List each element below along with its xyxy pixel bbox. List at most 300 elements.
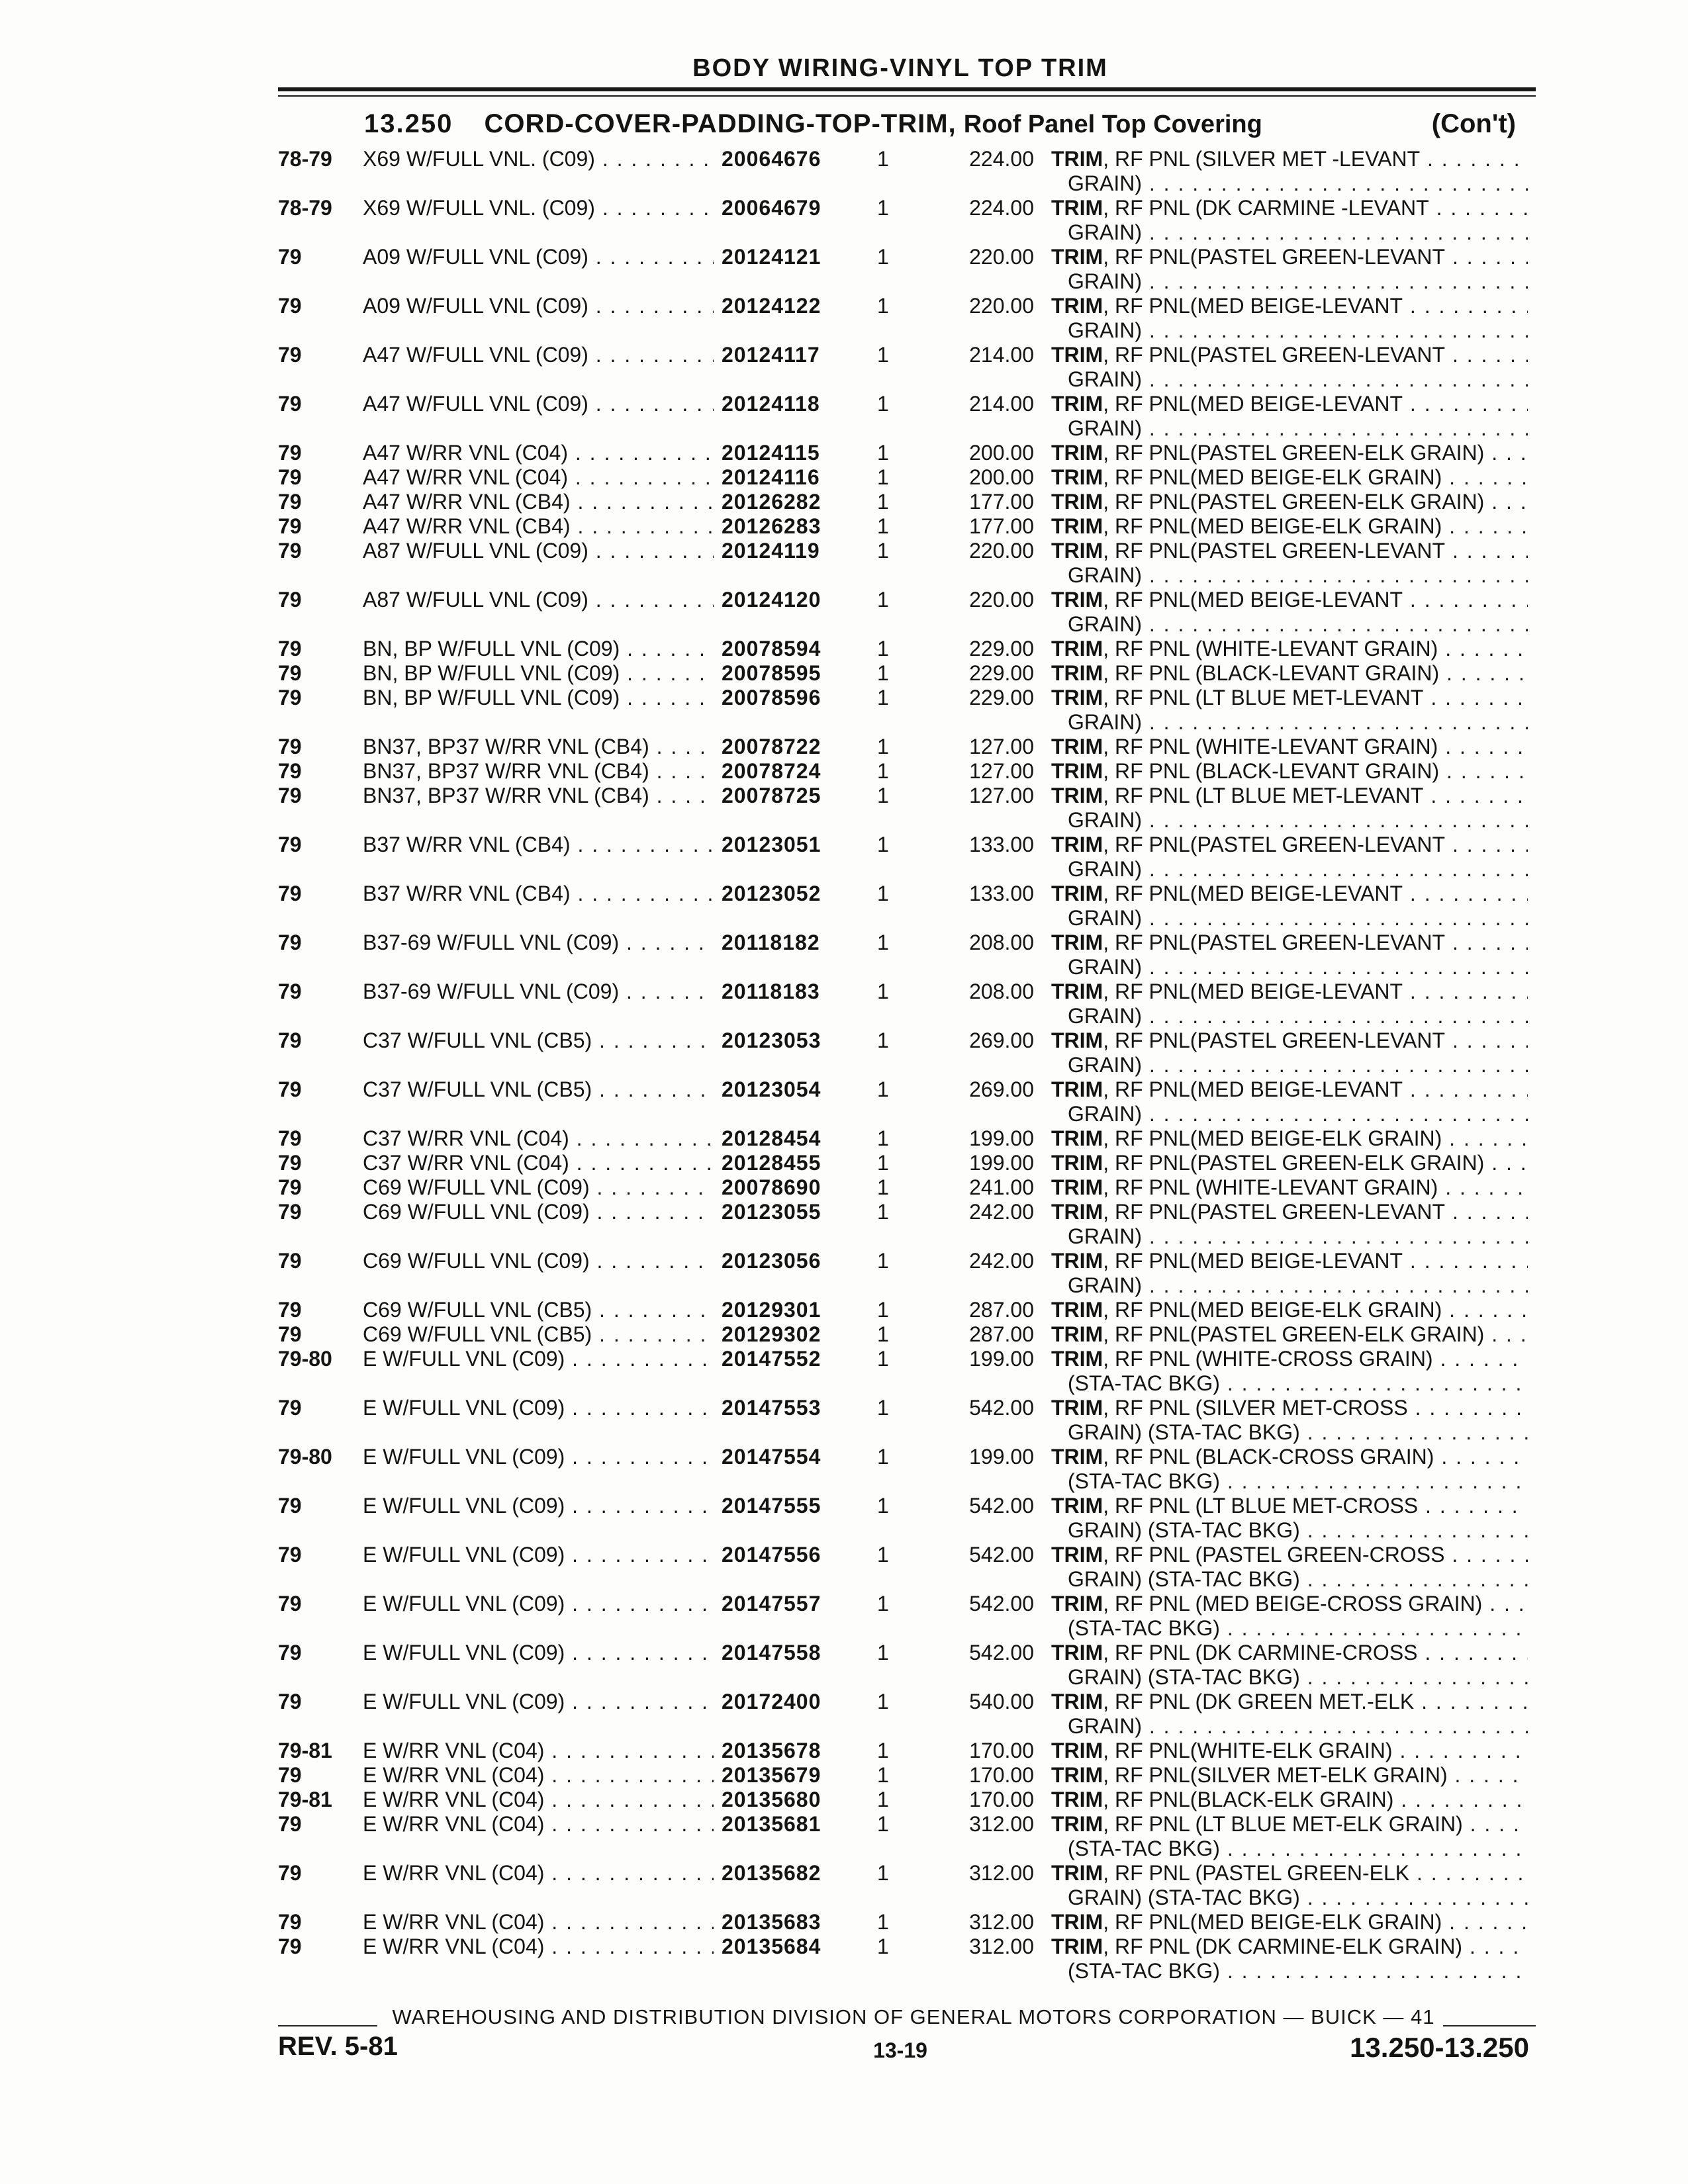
- model-year: 79-80: [278, 1347, 332, 1371]
- price: 229.00: [969, 661, 1034, 685]
- model-year: 79: [278, 1249, 302, 1273]
- trim-keyword: TRIM: [1051, 294, 1103, 318]
- part-number: 20135684: [722, 1934, 821, 1958]
- part-description-cont: GRAIN) . . .: [1068, 1224, 1528, 1249]
- application: A47 W/RR VNL (CB4) . . .: [363, 514, 714, 539]
- part-description: TRIM, RF PNL (BLACK-CROSS GRAIN) . . .: [1051, 1445, 1528, 1469]
- part-row: [278, 686, 1549, 735]
- part-row: [278, 1175, 1549, 1200]
- trim-keyword: TRIM: [1051, 1763, 1103, 1787]
- application: B37-69 W/FULL VNL (C09) . . .: [363, 979, 714, 1004]
- model-year: 79: [278, 1028, 302, 1052]
- part-description: TRIM, RF PNL(MED BEIGE-ELK GRAIN) . . .: [1051, 1910, 1528, 1934]
- model-year: 79: [278, 1763, 302, 1787]
- application: E W/RR VNL (C04) . . .: [363, 1739, 714, 1763]
- application: C69 W/FULL VNL (C09) . . .: [363, 1175, 714, 1200]
- price: 199.00: [969, 1445, 1034, 1469]
- application: C37 W/FULL VNL (CB5) . . .: [363, 1077, 714, 1102]
- application: C69 W/FULL VNL (C09) . . .: [363, 1200, 714, 1224]
- quantity: 1: [877, 735, 889, 758]
- part-row: [278, 1641, 1549, 1690]
- trim-keyword: TRIM: [1051, 759, 1103, 783]
- price: 200.00: [969, 465, 1034, 489]
- trim-keyword: TRIM: [1051, 392, 1103, 416]
- trim-keyword: TRIM: [1051, 1788, 1103, 1811]
- quantity: 1: [877, 784, 889, 807]
- part-number: 20135683: [722, 1910, 821, 1934]
- trim-keyword: TRIM: [1051, 1077, 1103, 1101]
- quantity: 1: [877, 196, 889, 220]
- part-row: [278, 441, 1549, 465]
- part-number: 20129301: [722, 1298, 821, 1322]
- quantity: 1: [877, 539, 889, 563]
- part-description-cont: GRAIN) . . .: [1068, 269, 1528, 294]
- part-row: [278, 147, 1549, 196]
- part-row: [278, 1910, 1549, 1934]
- quantity: 1: [877, 637, 889, 660]
- part-number: 20123054: [722, 1077, 821, 1101]
- part-row: [278, 1494, 1549, 1543]
- part-description: TRIM, RF PNL (BLACK-LEVANT GRAIN) . . .: [1051, 661, 1528, 686]
- part-number: 20124119: [722, 539, 820, 563]
- part-number: 20078690: [722, 1175, 821, 1199]
- quantity: 1: [877, 147, 889, 171]
- part-description: TRIM, RF PNL(MED BEIGE-LEVANT . . .: [1051, 1077, 1528, 1102]
- trim-keyword: TRIM: [1051, 1322, 1103, 1346]
- model-year: 79: [278, 1151, 302, 1175]
- part-row: [278, 294, 1549, 343]
- part-row: [278, 1763, 1549, 1788]
- model-year: 79: [278, 1812, 302, 1836]
- page-number: 13-19: [873, 2038, 927, 2062]
- application: A87 W/FULL VNL (C09) . . .: [363, 588, 714, 612]
- quantity: 1: [877, 465, 889, 489]
- part-row: [278, 1934, 1549, 1983]
- part-number: 20124122: [722, 294, 821, 318]
- price: 269.00: [969, 1077, 1034, 1101]
- application: BN37, BP37 W/RR VNL (CB4) . . .: [363, 784, 714, 808]
- price: 220.00: [969, 539, 1034, 563]
- trim-keyword: TRIM: [1051, 1690, 1103, 1713]
- part-description: TRIM, RF PNL(SILVER MET-ELK GRAIN) . . .: [1051, 1763, 1528, 1788]
- part-row: [278, 1592, 1549, 1641]
- part-number: 20124115: [722, 441, 820, 465]
- part-description-cont: GRAIN) . . .: [1068, 1102, 1528, 1126]
- section-description: Roof Panel Top Covering: [963, 111, 1262, 138]
- part-description: TRIM, RF PNL (DK GREEN MET.-ELK . . .: [1051, 1690, 1528, 1714]
- application: A47 W/RR VNL (C04) . . .: [363, 465, 714, 490]
- price: 312.00: [969, 1934, 1034, 1958]
- application: A47 W/FULL VNL (C09) . . .: [363, 392, 714, 416]
- part-row: [278, 1322, 1549, 1347]
- trim-keyword: TRIM: [1051, 833, 1103, 856]
- application: B37 W/RR VNL (CB4) . . .: [363, 833, 714, 857]
- part-row: [278, 759, 1549, 784]
- quantity: 1: [877, 1298, 889, 1322]
- quantity: 1: [877, 1028, 889, 1052]
- price: 229.00: [969, 686, 1034, 709]
- footer-rule-left: [278, 2025, 377, 2026]
- part-description-cont: GRAIN) (STA-TAC BKG) . . .: [1068, 1518, 1528, 1543]
- part-description-cont: GRAIN) . . .: [1068, 220, 1528, 245]
- application: A47 W/RR VNL (CB4) . . .: [363, 490, 714, 514]
- price: 542.00: [969, 1494, 1034, 1518]
- price: 208.00: [969, 979, 1034, 1003]
- trim-keyword: TRIM: [1051, 637, 1103, 660]
- application: E W/FULL VNL (C09) . . .: [363, 1543, 714, 1567]
- application: C69 W/FULL VNL (C09) . . .: [363, 1249, 714, 1273]
- part-row: [278, 882, 1549, 931]
- part-row: [278, 637, 1549, 661]
- part-description: TRIM, RF PNL(PASTEL GREEN-LEVANT . . .: [1051, 245, 1528, 269]
- application: A09 W/FULL VNL (C09) . . .: [363, 245, 714, 269]
- application: E W/FULL VNL (C09) . . .: [363, 1690, 714, 1714]
- part-description-cont: GRAIN) (STA-TAC BKG) . . .: [1068, 1420, 1528, 1445]
- quantity: 1: [877, 1910, 889, 1934]
- model-year: 79: [278, 1494, 302, 1518]
- part-description: TRIM, RF PNL(MED BEIGE-LEVANT . . .: [1051, 882, 1528, 906]
- part-number: 20147554: [722, 1445, 821, 1469]
- price: 214.00: [969, 343, 1034, 367]
- application: BN, BP W/FULL VNL (C09) . . .: [363, 661, 714, 686]
- application: A09 W/FULL VNL (C09) . . .: [363, 294, 714, 318]
- quantity: 1: [877, 245, 889, 269]
- quantity: 1: [877, 1126, 889, 1150]
- model-year: 79: [278, 392, 302, 416]
- model-year: 79: [278, 1934, 302, 1958]
- part-description: TRIM, RF PNL(PASTEL GREEN-LEVANT . . .: [1051, 931, 1528, 955]
- part-number: 20078594: [722, 637, 821, 660]
- part-description: TRIM, RF PNL(MED BEIGE-ELK GRAIN) . . .: [1051, 514, 1528, 539]
- part-number: 20129302: [722, 1322, 821, 1346]
- part-description: TRIM, RF PNL (WHITE-LEVANT GRAIN) . . .: [1051, 637, 1528, 661]
- trim-keyword: TRIM: [1051, 1126, 1103, 1150]
- part-row: [278, 931, 1549, 979]
- application: E W/RR VNL (C04) . . .: [363, 1934, 714, 1959]
- application: A47 W/RR VNL (C04) . . .: [363, 441, 714, 465]
- part-description-cont: GRAIN) (STA-TAC BKG) . . .: [1068, 1567, 1528, 1592]
- part-description: TRIM, RF PNL(PASTEL GREEN-ELK GRAIN) . . .: [1051, 490, 1528, 514]
- part-row: [278, 490, 1549, 514]
- section-number: 13.250: [364, 109, 453, 138]
- part-description: TRIM, RF PNL(WHITE-ELK GRAIN) . . .: [1051, 1739, 1528, 1763]
- application: BN37, BP37 W/RR VNL (CB4) . . .: [363, 759, 714, 784]
- quantity: 1: [877, 1200, 889, 1224]
- part-description: TRIM, RF PNL (LT BLUE MET-ELK GRAIN) . . .: [1051, 1812, 1528, 1837]
- part-description-cont: GRAIN) . . .: [1068, 1053, 1528, 1077]
- application: C69 W/FULL VNL (CB5) . . .: [363, 1322, 714, 1347]
- price: 220.00: [969, 294, 1034, 318]
- part-row: [278, 196, 1549, 245]
- price: 170.00: [969, 1763, 1034, 1787]
- quantity: 1: [877, 441, 889, 465]
- application: E W/RR VNL (C04) . . .: [363, 1788, 714, 1812]
- part-number: 20078722: [722, 735, 821, 758]
- part-number: 20135678: [722, 1739, 821, 1762]
- part-row: [278, 343, 1549, 392]
- part-description: TRIM, RF PNL(MED BEIGE-LEVANT . . .: [1051, 294, 1528, 318]
- part-row: [278, 1543, 1549, 1592]
- model-year: 79: [278, 979, 302, 1003]
- quantity: 1: [877, 490, 889, 514]
- page-title: BODY WIRING-VINYL TOP TRIM: [692, 54, 1108, 82]
- part-description: TRIM, RF PNL(BLACK-ELK GRAIN) . . .: [1051, 1788, 1528, 1812]
- price: 229.00: [969, 637, 1034, 660]
- model-year: 79: [278, 686, 302, 709]
- quantity: 1: [877, 1322, 889, 1346]
- application: A87 W/FULL VNL (C09) . . .: [363, 539, 714, 563]
- application: C69 W/FULL VNL (CB5) . . .: [363, 1298, 714, 1322]
- price: 170.00: [969, 1788, 1034, 1811]
- part-number: 20147552: [722, 1347, 821, 1371]
- application: X69 W/FULL VNL. (C09) . . .: [363, 147, 714, 171]
- model-year: 79: [278, 343, 302, 367]
- model-year: 79: [278, 784, 302, 807]
- model-year: 79: [278, 1592, 302, 1615]
- part-description-cont: GRAIN) (STA-TAC BKG) . . .: [1068, 1665, 1528, 1690]
- part-description-cont: (STA-TAC BKG) . . .: [1068, 1616, 1528, 1641]
- part-row: [278, 1028, 1549, 1077]
- price: 199.00: [969, 1151, 1034, 1175]
- part-number: 20124117: [722, 343, 820, 367]
- part-number: 20123055: [722, 1200, 821, 1224]
- quantity: 1: [877, 1763, 889, 1787]
- part-row: [278, 1298, 1549, 1322]
- trim-keyword: TRIM: [1051, 1396, 1103, 1420]
- model-year: 79: [278, 245, 302, 269]
- trim-keyword: TRIM: [1051, 196, 1103, 220]
- trim-keyword: TRIM: [1051, 1641, 1103, 1664]
- price: 177.00: [969, 490, 1034, 514]
- part-number: 20118183: [722, 979, 820, 1003]
- trim-keyword: TRIM: [1051, 588, 1103, 612]
- part-row: [278, 1077, 1549, 1126]
- revision-date: REV. 5-81: [278, 2032, 398, 2061]
- trim-keyword: TRIM: [1051, 1739, 1103, 1762]
- part-number: 20135682: [722, 1861, 821, 1885]
- model-year: 78-79: [278, 196, 332, 220]
- trim-keyword: TRIM: [1051, 343, 1103, 367]
- quantity: 1: [877, 686, 889, 709]
- trim-keyword: TRIM: [1051, 686, 1103, 709]
- application: BN, BP W/FULL VNL (C09) . . .: [363, 686, 714, 710]
- model-year: 79: [278, 1641, 302, 1664]
- quantity: 1: [877, 759, 889, 783]
- model-year: 79: [278, 759, 302, 783]
- quantity: 1: [877, 1812, 889, 1836]
- part-description-cont: GRAIN) (STA-TAC BKG) . . .: [1068, 1886, 1528, 1910]
- application: C37 W/FULL VNL (CB5) . . .: [363, 1028, 714, 1053]
- model-year: 79: [278, 1396, 302, 1420]
- model-year: 79: [278, 1861, 302, 1885]
- price: 127.00: [969, 735, 1034, 758]
- part-row: [278, 1739, 1549, 1763]
- part-description: TRIM, RF PNL (SILVER MET -LEVANT . . .: [1051, 147, 1528, 171]
- trim-keyword: TRIM: [1051, 661, 1103, 685]
- part-description: TRIM, RF PNL (LT BLUE MET-CROSS . . .: [1051, 1494, 1528, 1518]
- application: E W/FULL VNL (C09) . . .: [363, 1641, 714, 1665]
- quantity: 1: [877, 1739, 889, 1762]
- part-description-cont: GRAIN) . . .: [1068, 171, 1528, 196]
- model-year: 78-79: [278, 147, 332, 171]
- part-description: TRIM, RF PNL (BLACK-LEVANT GRAIN) . . .: [1051, 759, 1528, 784]
- price: 269.00: [969, 1028, 1034, 1052]
- model-year: 79: [278, 441, 302, 465]
- part-description-cont: (STA-TAC BKG) . . .: [1068, 1469, 1528, 1494]
- quantity: 1: [877, 1445, 889, 1469]
- application: E W/FULL VNL (C09) . . .: [363, 1494, 714, 1518]
- part-row: [278, 735, 1549, 759]
- trim-keyword: TRIM: [1051, 441, 1103, 465]
- application: C37 W/RR VNL (C04) . . .: [363, 1126, 714, 1151]
- part-description-cont: GRAIN) . . .: [1068, 1273, 1528, 1298]
- price: 133.00: [969, 882, 1034, 905]
- model-year: 79: [278, 588, 302, 612]
- part-row: [278, 784, 1549, 833]
- part-row: [278, 588, 1549, 637]
- section-name: CORD-COVER-PADDING-TOP-TRIM,: [484, 109, 957, 138]
- quantity: 1: [877, 931, 889, 954]
- price: 542.00: [969, 1396, 1034, 1420]
- price: 200.00: [969, 441, 1034, 465]
- price: 220.00: [969, 245, 1034, 269]
- part-description-cont: GRAIN) . . .: [1068, 857, 1528, 882]
- part-row: [278, 1445, 1549, 1494]
- application: BN, BP W/FULL VNL (C09) . . .: [363, 637, 714, 661]
- quantity: 1: [877, 882, 889, 905]
- model-year: 79: [278, 465, 302, 489]
- part-number: 20078596: [722, 686, 821, 709]
- model-year: 79: [278, 1077, 302, 1101]
- part-description: TRIM, RF PNL(MED BEIGE-ELK GRAIN) . . .: [1051, 465, 1528, 490]
- part-description: TRIM, RF PNL(MED BEIGE-LEVANT . . .: [1051, 979, 1528, 1004]
- application: C37 W/RR VNL (C04) . . .: [363, 1151, 714, 1175]
- price: 242.00: [969, 1249, 1034, 1273]
- price: 224.00: [969, 196, 1034, 220]
- part-description: TRIM, RF PNL(PASTEL GREEN-LEVANT . . .: [1051, 539, 1528, 563]
- price: 199.00: [969, 1347, 1034, 1371]
- part-description: TRIM, RF PNL (PASTEL GREEN-ELK . . .: [1051, 1861, 1528, 1886]
- footer-publisher: WAREHOUSING AND DISTRIBUTION DIVISION OF GENERAL MOTORS CORPORATION — BUICK — 41: [392, 2005, 1435, 2028]
- price: 170.00: [969, 1739, 1034, 1762]
- part-description: TRIM, RF PNL (SILVER MET-CROSS . . .: [1051, 1396, 1528, 1420]
- trim-keyword: TRIM: [1051, 979, 1103, 1003]
- part-description-cont: GRAIN) . . .: [1068, 318, 1528, 343]
- trim-keyword: TRIM: [1051, 539, 1103, 563]
- quantity: 1: [877, 294, 889, 318]
- part-number: 20123056: [722, 1249, 821, 1273]
- part-description: TRIM, RF PNL (WHITE-LEVANT GRAIN) . . .: [1051, 735, 1528, 759]
- trim-keyword: TRIM: [1051, 1543, 1103, 1567]
- trim-keyword: TRIM: [1051, 1934, 1103, 1958]
- part-number: 20135680: [722, 1788, 821, 1811]
- part-number: 20135681: [722, 1812, 821, 1836]
- part-number: 20147558: [722, 1641, 821, 1664]
- part-number: 20135679: [722, 1763, 821, 1787]
- price: 242.00: [969, 1200, 1034, 1224]
- quantity: 1: [877, 514, 889, 538]
- quantity: 1: [877, 979, 889, 1003]
- part-number: 20078595: [722, 661, 821, 685]
- price: 214.00: [969, 392, 1034, 416]
- price: 133.00: [969, 833, 1034, 856]
- part-number: 20078725: [722, 784, 821, 807]
- model-year: 79: [278, 1298, 302, 1322]
- part-description: TRIM, RF PNL(PASTEL GREEN-ELK GRAIN) . . .: [1051, 1322, 1528, 1347]
- parts-list: [278, 147, 1549, 1983]
- trim-keyword: TRIM: [1051, 931, 1103, 954]
- application: B37 W/RR VNL (CB4) . . .: [363, 882, 714, 906]
- footer-rule-right: [1443, 2025, 1536, 2026]
- part-number: 20147555: [722, 1494, 821, 1518]
- part-description: TRIM, RF PNL(PASTEL GREEN-LEVANT . . .: [1051, 1028, 1528, 1053]
- part-description-cont: GRAIN) . . .: [1068, 1714, 1528, 1739]
- part-description: TRIM, RF PNL(MED BEIGE-ELK GRAIN) . . .: [1051, 1298, 1528, 1322]
- part-number: 20147553: [722, 1396, 821, 1420]
- part-row: [278, 1812, 1549, 1861]
- model-year: 79: [278, 1126, 302, 1150]
- trim-keyword: TRIM: [1051, 735, 1103, 758]
- part-description-cont: GRAIN) . . .: [1068, 563, 1528, 588]
- trim-keyword: TRIM: [1051, 1249, 1103, 1273]
- part-description: TRIM, RF PNL(PASTEL GREEN-LEVANT . . .: [1051, 833, 1528, 857]
- application: X69 W/FULL VNL. (C09) . . .: [363, 196, 714, 220]
- header-rule-thin: [278, 95, 1536, 97]
- part-description-cont: GRAIN) . . .: [1068, 367, 1528, 392]
- price: 224.00: [969, 147, 1034, 171]
- quantity: 1: [877, 1788, 889, 1811]
- price: 220.00: [969, 588, 1034, 612]
- part-row: [278, 1151, 1549, 1175]
- part-number: 20078724: [722, 759, 821, 783]
- part-number: 20118182: [722, 931, 820, 954]
- trim-keyword: TRIM: [1051, 245, 1103, 269]
- quantity: 1: [877, 1151, 889, 1175]
- part-description-cont: GRAIN) . . .: [1068, 1004, 1528, 1028]
- price: 287.00: [969, 1322, 1034, 1346]
- quantity: 1: [877, 1396, 889, 1420]
- section-range: 13.250-13.250: [1350, 2032, 1529, 2063]
- part-row: [278, 1200, 1549, 1249]
- quantity: 1: [877, 1249, 889, 1273]
- model-year: 79: [278, 661, 302, 685]
- quantity: 1: [877, 1934, 889, 1958]
- part-description: TRIM, RF PNL (LT BLUE MET-LEVANT . . .: [1051, 686, 1528, 710]
- trim-keyword: TRIM: [1051, 465, 1103, 489]
- part-row: [278, 979, 1549, 1028]
- model-year: 79: [278, 637, 302, 660]
- price: 177.00: [969, 514, 1034, 538]
- application: E W/FULL VNL (C09) . . .: [363, 1592, 714, 1616]
- quantity: 1: [877, 343, 889, 367]
- part-description: TRIM, RF PNL (WHITE-CROSS GRAIN) . . .: [1051, 1347, 1528, 1371]
- quantity: 1: [877, 1347, 889, 1371]
- application: E W/RR VNL (C04) . . .: [363, 1910, 714, 1934]
- part-number: 20147556: [722, 1543, 821, 1567]
- trim-keyword: TRIM: [1051, 514, 1103, 538]
- application: E W/FULL VNL (C09) . . .: [363, 1396, 714, 1420]
- part-description: TRIM, RF PNL (DK CARMINE-ELK GRAIN) . . .: [1051, 1934, 1528, 1959]
- trim-keyword: TRIM: [1051, 1200, 1103, 1224]
- header-rule: [278, 87, 1536, 91]
- model-year: 79-80: [278, 1445, 332, 1469]
- part-description-cont: GRAIN) . . .: [1068, 710, 1528, 735]
- price: 199.00: [969, 1126, 1034, 1150]
- part-description-cont: GRAIN) . . .: [1068, 906, 1528, 931]
- trim-keyword: TRIM: [1051, 1445, 1103, 1469]
- model-year: 79: [278, 735, 302, 758]
- model-year: 79: [278, 882, 302, 905]
